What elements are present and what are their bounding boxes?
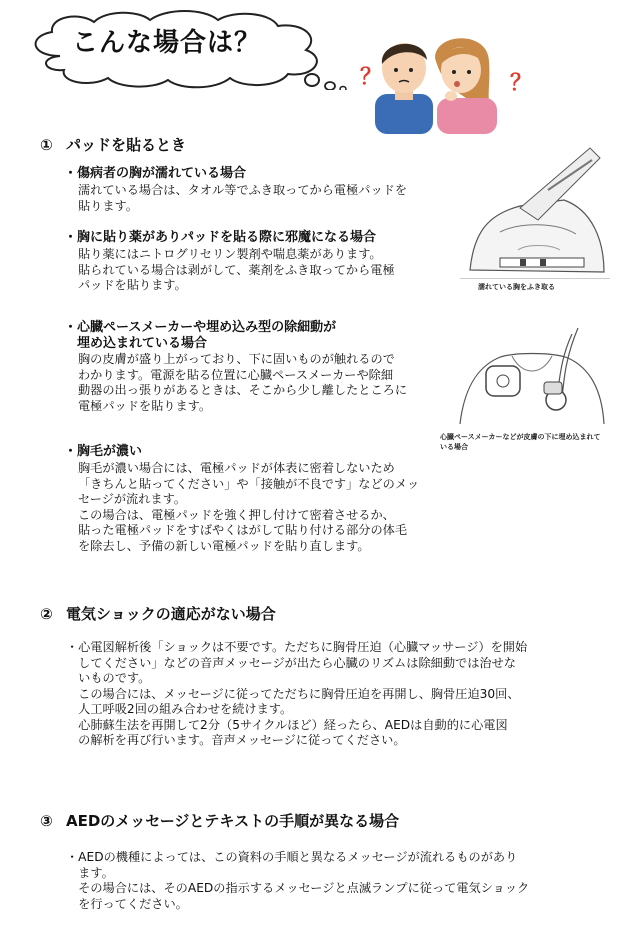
illustration-caption: 濡れている胸をふき取る [478,283,555,291]
wiping-chest-illustration-icon [460,140,610,279]
illustration-caption: 心臓ペースメーカーなどが皮膚の下に埋め込まれて いる場合 [440,433,601,451]
item-body: 貼り薬にはニトログリセリン製剤や喘息薬があります。 貼られている場合は剥がして、薬剤をふき取ってから電極 パッドを貼ります。 [78,247,395,292]
section-number: ③ [40,812,53,830]
question-mark: ？ [360,65,383,90]
section2-body: ・心電図解析後「ショックは不要です。ただちに胸骨圧迫（心臓マッサージ）を開始 してください」などの音声メッセージが出たら心臓のリズムは除細動では治せな いものです。 この場合には、メッセージに従ってただちに胸骨圧迫を再開し、胸骨圧迫30回、 人工呼吸2回の組み合わせを続けます。 心肺蘇生法を再開して2分（5サイクルほど）経ったら、AEDは自動的に心電図 の解析を再び行います。音声メッセージに従ってください。 [66,640,528,747]
question-mark: ？ [510,71,533,96]
section2-heading [40,603,276,624]
section1-heading [40,134,186,155]
section3-heading [40,810,399,831]
item-body: 胸の皮膚が盛り上がっており、下に固いものが触れるので わかります。電源を貼る位置に心臓ペースメーカーや除細 動器の出っ張りがあるときは、そこから少し離したところに 電極パッドを貼ります。 [78,352,408,413]
section-number: ① [40,136,53,154]
section3-body: ・AEDの機種によっては、この資料の手順と異なるメッセージが流れるものがあり ます。 その場合には、そのAEDの指示するメッセージと点滅ランプに従って電気ショック を行ってください。 [66,850,530,911]
section-number: ② [40,605,53,623]
item-body: 胸毛が濃い場合には、電極パッドが体表に密着しないため 「きちんと貼ってください」や「接触が不良です」などのメッ セージが流れます。 この場合は、電極パッドを強く押し付けて密着させるか、 貼った電極パッドをすばやくはがして貼り付ける部分の体毛 を除去し、予備の新しい電極パッドを貼り直します。 [78,461,420,553]
section-title: AEDのメッセージとテキストの手順が異なる場合 [66,812,400,830]
pacemaker-illustration-icon [452,320,612,428]
item-title: ・胸に貼り薬がありパッドを貼る際に邪魔になる場合 [64,230,377,245]
item-title: ・傷病者の胸が濡れている場合 [64,166,247,181]
puzzled-people-icon [365,12,505,134]
page-title: こんな場合は？ [72,28,262,58]
item-body: 濡れている場合は、タオル等でふき取ってから電極パッドを 貼ります。 [78,183,408,213]
section-title: 電気ショックの適応がない場合 [66,605,276,623]
item-title: ・胸毛が濃い [64,444,143,459]
item-title: ・心臓ペースメーカーや埋め込み型の除細動が 埋め込まれている場合 [64,320,337,351]
section-title: パッドを貼るとき [66,136,187,154]
